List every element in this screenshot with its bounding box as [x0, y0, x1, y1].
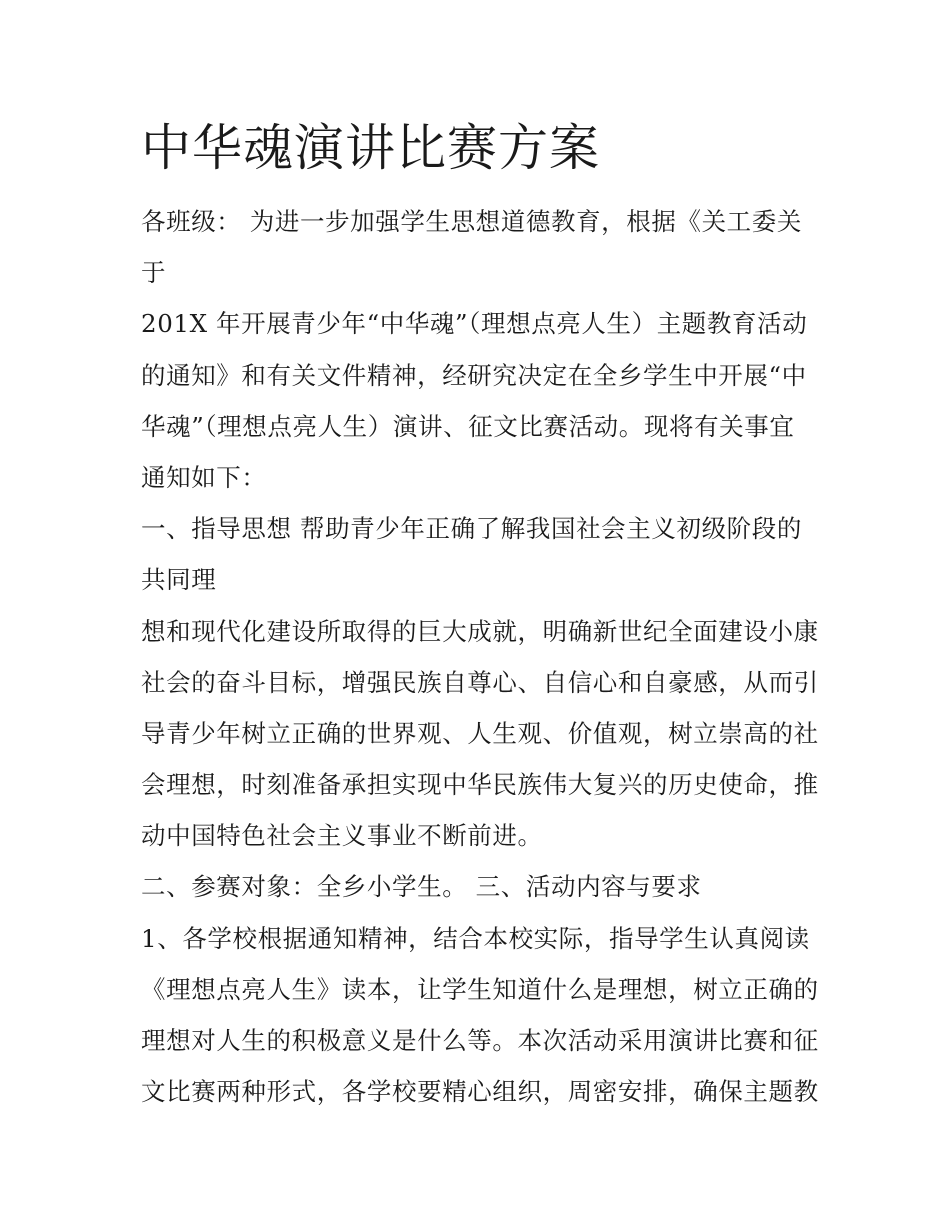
body-line: 共同理: [141, 565, 217, 595]
document-body: [141, 196, 821, 1117]
document-title: 中华魂演讲比赛方案: [141, 119, 600, 177]
section-heading-participants: 二、参赛对象：全乡小学生。 三、活动内容与要求: [141, 872, 702, 902]
body-line: 201X 年开展青少年“中华魂”（理想点亮人生）主题教育活动: [141, 309, 808, 339]
body-line: 各班级： 为进一步加强学生思想道德教育，根据《关工委关: [141, 207, 802, 236]
body-line: 于: [141, 258, 167, 288]
body-line: 动中国特色社会主义事业不断前进。: [141, 821, 543, 851]
body-line: 会理想，时刻准备承担实现中华民族伟大复兴的历史使命，推: [141, 770, 819, 800]
body-line: 社会的奋斗目标，增强民族自尊心、自信心和自豪感，从而引: [141, 667, 819, 697]
list-item: 1、各学校根据通知精神，结合本校实际，指导学生认真阅读: [141, 923, 810, 953]
section-heading-guiding-ideology: 一、指导思想 帮助青少年正确了解我国社会主义初级阶段的: [141, 514, 802, 544]
body-line: 文比赛两种形式，各学校要精心组织，周密安排，确保主题教: [141, 1077, 819, 1107]
body-line: 理想对人生的积极意义是什么等。本次活动采用演讲比赛和征: [141, 1026, 819, 1055]
body-line: 想和现代化建设所取得的巨大成就，明确新世纪全面建设小康: [141, 616, 819, 646]
body-line: 华魂”（理想点亮人生）演讲、征文比赛活动。现将有关事宜: [141, 411, 795, 441]
body-line: 《理想点亮人生》读本，让学生知道什么是理想，树立正确的: [141, 974, 819, 1004]
body-line: 通知如下：: [141, 462, 267, 492]
body-line: 导青少年树立正确的世界观、人生观、价值观，树立崇高的社: [141, 718, 819, 748]
body-line: 的通知》和有关文件精神，经研究决定在全乡学生中开展“中: [141, 360, 807, 390]
